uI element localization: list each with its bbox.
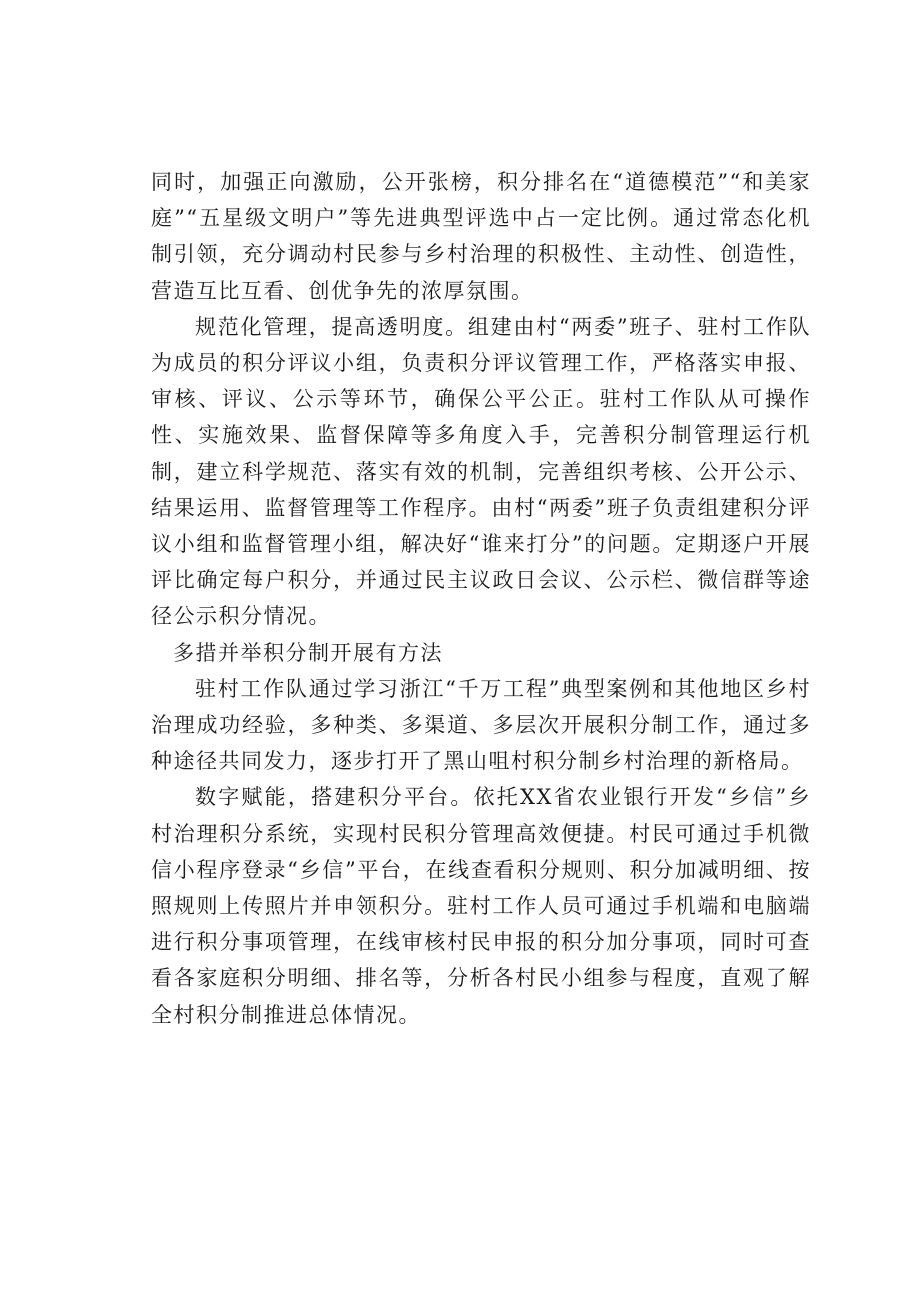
paragraph-digital-platform: 数字赋能，搭建积分平台。依托XX省农业银行开发“乡信”乡村治理积分系统，实现村民积分管理高效便捷。村民可通过手机微信小程序登录“乡信”平台，在线查看积分规则、积分加减明细、按照规则上传照片并申领积分。驻村工作人员可通过手机端和电脑端进行积分事项管理，在线审核村民申报的积分加分事项，同时可查看各家庭积分明细、排名等，分析各村民小组参与程度，直观了解全村积分制推进总体情况。 (151, 785, 811, 1027)
document-body (151, 164, 811, 1033)
paragraph-incentives: 同时，加强正向激励，公开张榜，积分排名在“道德模范”“和美家庭”“五星级文明户”等先进典型评选中占一定比例。通过常态化机制引领，充分调动村民参与乡村治理的积极性、主动性、创造性，营造互比互看、创优争先的浓厚氛围。 (151, 170, 811, 303)
paragraph-standardized-management: 规范化管理，提高透明度。组建由村“两委”班子、驻村工作队为成员的积分评议小组，负责积分评议管理工作，严格落实申报、审核、评议、公示等环节，确保公平公正。驻村工作队从可操作性、实施效果、监督保障等多角度入手，完善积分制管理运行机制，建立科学规范、落实有效的机制，完善组织考核、公开公示、结果运用、监督管理等工作程序。由村“两委”班子负责组建积分评议小组和监督管理小组，解决好“谁来打分”的问题。定期逐户开展评比确定每户积分，并通过民主议政日会议、公示栏、微信群等途径公示积分情况。 (151, 314, 811, 629)
section-heading-multiple-measures: 多措并举积分制开展有方法 (173, 640, 443, 665)
paragraph-work-team-approach: 驻村工作队通过学习浙江“千万工程”典型案例和其他地区乡村治理成功经验，多种类、多渠道、多层次开展积分制工作，通过多种途径共同发力，逐步打开了黑山咀村积分制乡村治理的新格局。 (151, 676, 811, 774)
